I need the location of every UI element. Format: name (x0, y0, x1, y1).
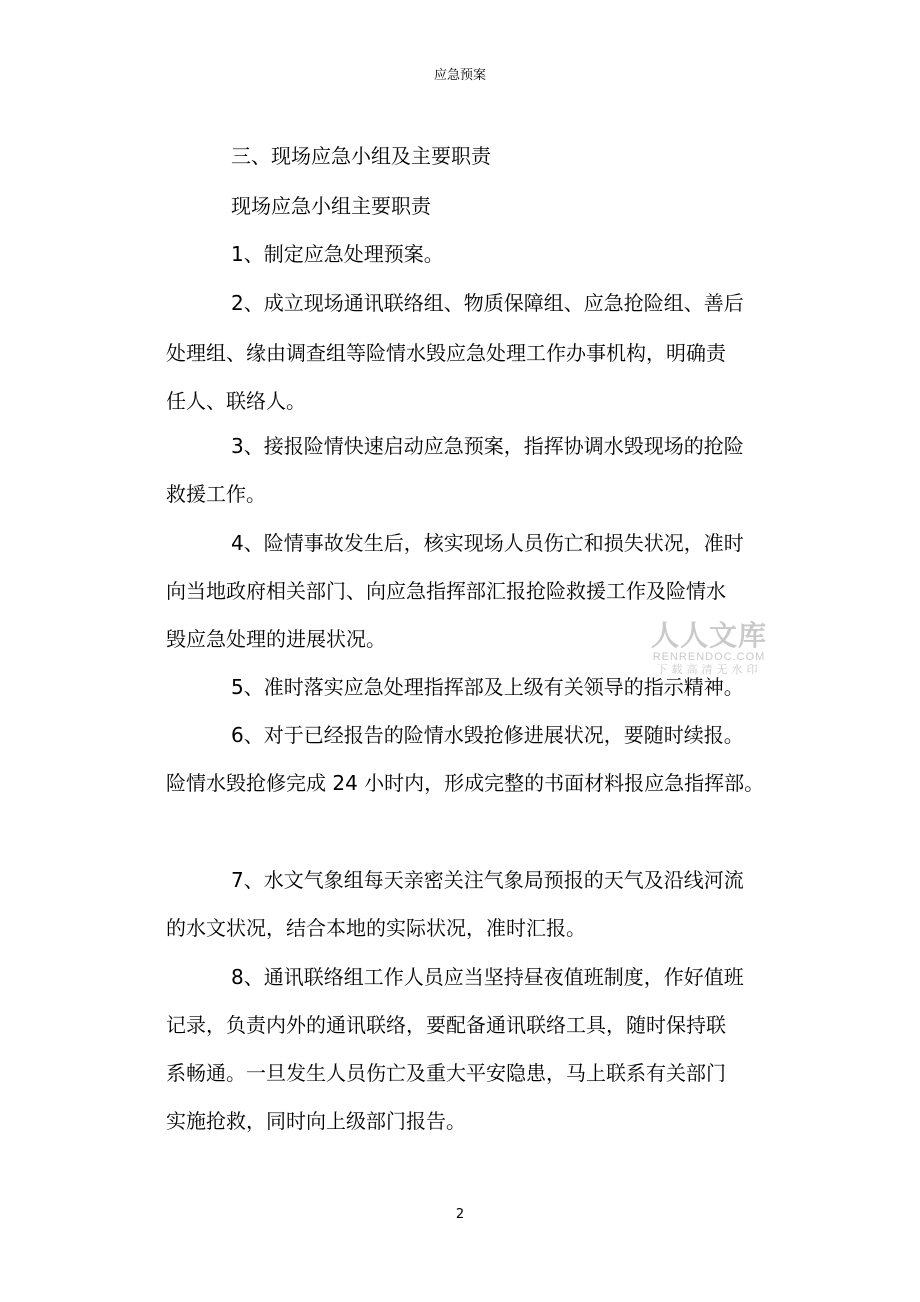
item-8-line-3: 系畅通。一旦发生人员伤亡及重大平安隐患，马上联系有关部门 (166, 1061, 726, 1085)
item-1-line-1: 1、制定应急处理预案。 (231, 242, 444, 266)
item-6-line-1: 6、对于已经报告的险情水毁抢修进展状况，要随时续报。 (231, 723, 744, 747)
watermark-site: RENRENDOC.COM (652, 651, 766, 663)
item-4-line-2: 向当地政府相关部门、向应急指挥部汇报抢险救援工作及险情水 (166, 579, 726, 603)
item-6-line-2: 险情水毁抢修完成 24 小时内，形成完整的书面材料报应急指挥部。 (166, 771, 765, 795)
item-2-line-2: 处理组、缘由调查组等险情水毁应急处理工作办事机构，明确责 (166, 341, 726, 365)
item-8-line-4: 实施抢救，同时向上级部门报告。 (166, 1109, 466, 1133)
item-7-line-1: 7、水文气象组每天亲密关注气象局预报的天气及沿线河流 (231, 868, 744, 892)
page-header: 应急预案 (433, 68, 486, 83)
item-8-line-2: 记录，负责内外的通讯联络，要配备通讯联络工具，随时保持联 (166, 1013, 726, 1037)
section-heading: 三、现场应急小组及主要职责 (231, 144, 491, 168)
watermark-title: 人人文库 (650, 619, 767, 652)
watermark-tagline: 下载高清无水印 (656, 663, 762, 676)
item-4-line-3: 毁应急处理的进展状况。 (166, 627, 386, 651)
item-4-line-1: 4、险情事故发生后，核实现场人员伤亡和损失状况，准时 (231, 531, 744, 555)
watermark (644, 619, 774, 676)
item-3-line-1: 3、接报险情快速启动应急预案，指挥协调水毁现场的抢险 (231, 434, 744, 458)
item-3-line-2: 救援工作。 (166, 482, 266, 506)
item-8-line-1: 8、通讯联络组工作人员应当坚持昼夜值班制度，作好值班 (231, 965, 744, 989)
page-number: 2 (455, 1207, 465, 1222)
item-2-line-1: 2、成立现场通讯联络组、物质保障组、应急抢险组、善后 (231, 291, 744, 315)
item-5-line-1: 5、准时落实应急处理指挥部及上级有关领导的指示精神。 (231, 675, 744, 699)
section-subheading: 现场应急小组主要职责 (231, 194, 431, 218)
item-7-line-2: 的水文状况，结合本地的实际状况，准时汇报。 (166, 916, 586, 940)
item-2-line-3: 任人、联络人。 (166, 389, 306, 413)
